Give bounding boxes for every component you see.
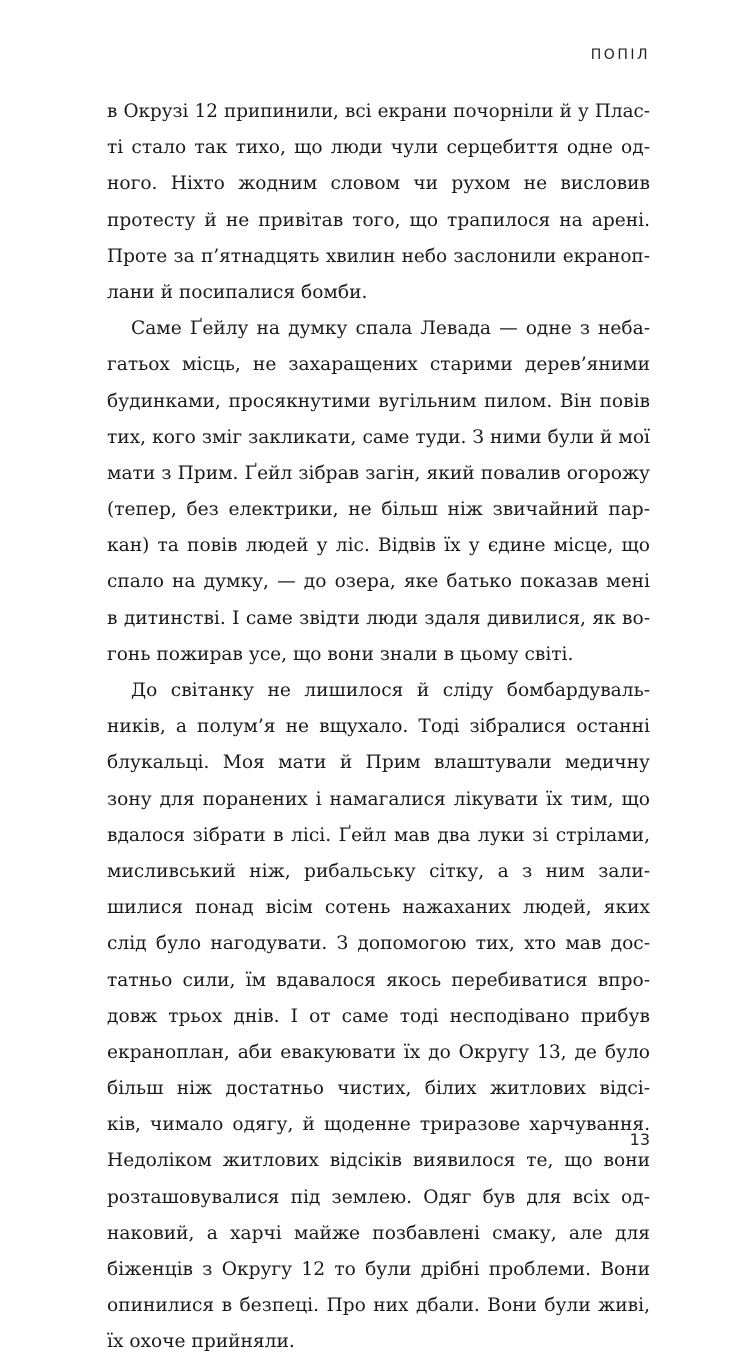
text-line: протесту й не привітав того, що трапилося на арені. [107, 209, 650, 231]
text-line: ників, а полум’я не вщухало. Тоді зібралися останні [107, 716, 650, 738]
text-line: будинками, просякнутими вугільним пилом. Він повів [107, 390, 650, 412]
text-line: в Окрузі 12 припинили, всі екрани почорніли й у Плас- [107, 101, 650, 122]
text-line: біженців з Округу 12 то були дрібні проблеми. Вони [107, 1259, 650, 1280]
text-line: гатьох місць, не захаращених старими дерев’яними [107, 354, 650, 376]
paragraph-2 [107, 311, 650, 673]
text-line: слід було нагодувати. З допомогою тих, хто мав дос- [107, 933, 650, 955]
text-line: розташовувалися під землею. Одяг був для всіх од- [107, 1186, 650, 1208]
text-line: Недоліком житлових відсіків виявилося те, що вони [107, 1150, 650, 1172]
text-line: гонь пожирав усе, що вони знали в цьому світі. [107, 643, 574, 665]
text-line: довж трьох днів. І от саме тоді несподівано прибув [107, 1005, 650, 1027]
text-line: татньо сили, їм вдавалося якось перебиватися впро- [107, 969, 650, 991]
paragraph-1 [107, 94, 650, 311]
text-line: блукальці. Моя мати й Прим влаштували медичну [107, 752, 650, 774]
paragraph-3 [107, 673, 650, 1361]
text-line: тих, кого зміг закликати, саме туди. З ними були й мої [107, 426, 650, 448]
text-line: До світанку не лишилося й сліду бомбардуваль- [131, 680, 650, 701]
text-line: мати з Прим. Ґейл зібрав загін, який повалив огорожу [107, 462, 650, 484]
text-line: Саме Ґейлу на думку спала Левада — одне з неба- [131, 318, 650, 340]
text-line: наковий, а харчі майже позбавлені смаку, але для [107, 1222, 650, 1244]
body-text [107, 94, 650, 1361]
running-head: ПОПІЛ [590, 47, 650, 63]
text-line: шилися понад вісім сотень нажаханих людей, яких [107, 897, 650, 919]
text-line: мисливський ніж, рибальську сітку, а з ним зали- [107, 860, 650, 882]
text-line: ного. Ніхто жодним словом чи рухом не висловив [107, 173, 650, 195]
text-line: ті стало так тихо, що люди чули серцебиття одне од- [107, 137, 650, 159]
text-line: спало на думку, — до озера, яке батько показав мені [107, 571, 650, 593]
text-line: ків, чимало одягу, й щоденне триразове харчування. [107, 1114, 650, 1136]
text-line: зону для поранених і намагалися лікувати їх тим, що [107, 788, 650, 810]
text-line: екраноплан, аби евакуювати їх до Округу 13, де було [107, 1041, 650, 1063]
text-line: в дитинстві. І саме звідти люди здаля дивилися, як во- [107, 607, 650, 629]
text-line: їх охоче прийняли. [107, 1331, 295, 1353]
text-line: більш ніж достатньо чистих, білих житлових відсі- [107, 1078, 650, 1100]
text-line: вдалося зібрати в лісі. Ґейл мав два луки зі стрілами, [107, 824, 650, 846]
text-line: кан) та повів людей у ліс. Відвів їх у єдине місце, що [107, 535, 650, 557]
text-line: лани й посипалися бомби. [107, 281, 368, 303]
text-line: Проте за п’ятнадцять хвилин небо заслонили екраноп- [107, 245, 650, 267]
text-line: (тепер, без електрики, не більш ніж звичайний пар- [107, 499, 650, 521]
text-line: опинилися в безпеці. Про них дбали. Вони були живі, [107, 1295, 650, 1317]
page-number: 13 [629, 1130, 650, 1149]
